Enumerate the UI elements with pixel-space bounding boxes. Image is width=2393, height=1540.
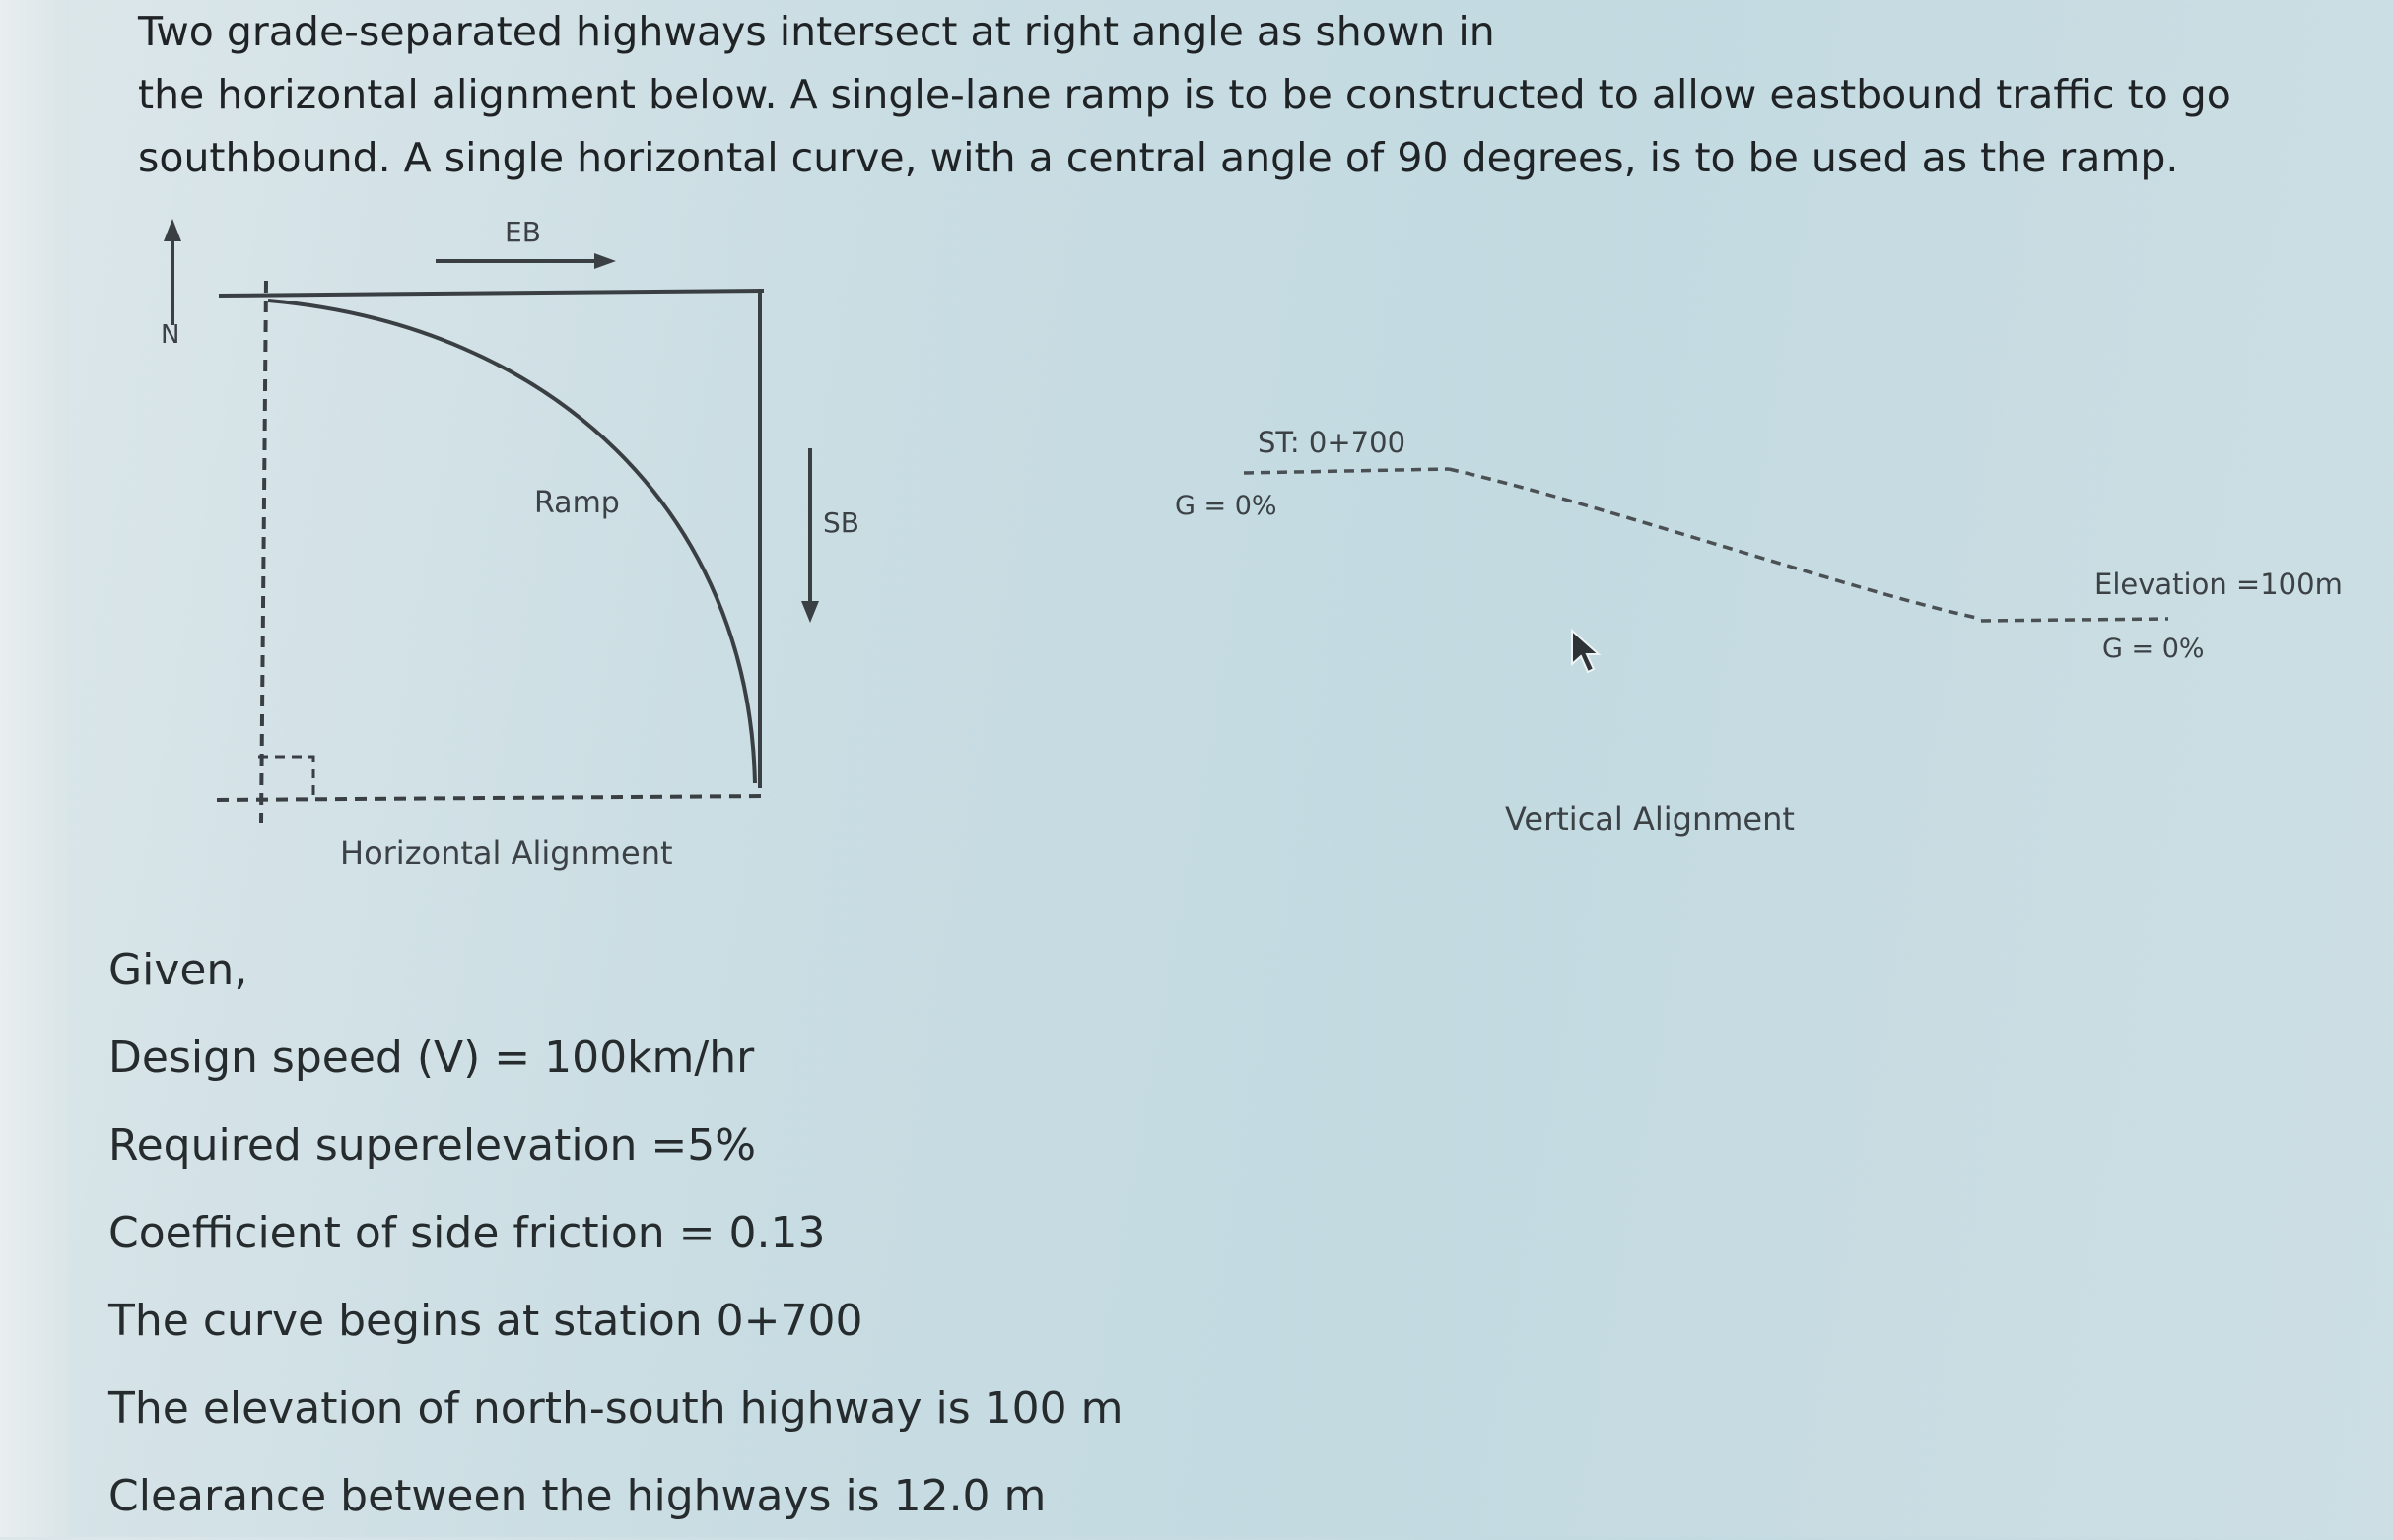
given-heading: Given, (108, 945, 248, 995)
given-clearance: Clearance between the highways is 12.0 m (108, 1471, 1047, 1521)
sb-label: SB (823, 506, 859, 539)
eb-highway-line (219, 291, 764, 296)
dashed-vertical-line (261, 281, 266, 823)
given-curve-start: The curve begins at station 0+700 (108, 1296, 863, 1346)
vertical-alignment-caption: Vertical Alignment (1505, 800, 1795, 837)
given-superelevation: Required superelevation =5% (108, 1120, 757, 1171)
vertical-alignment-diagram (1244, 469, 2168, 621)
horizontal-alignment-caption: Horizontal Alignment (340, 835, 673, 872)
given-design-speed: Design speed (V) = 100km/hr (108, 1033, 755, 1083)
upper-grade-line (1244, 469, 1449, 473)
corner-marker (258, 757, 313, 800)
north-arrow-head (164, 219, 181, 241)
grade-right-label: G = 0% (2102, 634, 2205, 664)
ramp-curve (268, 301, 755, 783)
mouse-cursor-icon (1570, 629, 1609, 678)
eb-arrow-head (594, 253, 616, 269)
intro-line-3: southbound. A single horizontal curve, with a central angle of 90 degrees, is to be used as the ramp. (138, 134, 2179, 181)
north-label: N (161, 320, 180, 350)
given-ns-elevation: The elevation of north-south highway is 100 m (108, 1383, 1124, 1434)
lower-grade-line (1981, 619, 2168, 621)
elevation-label: Elevation =100m (2094, 568, 2343, 601)
given-section (108, 926, 1390, 1540)
ramp-label: Ramp (534, 486, 620, 520)
dashed-horizontal-line (217, 796, 769, 800)
intro-line-1: Two grade-separated highways intersect at right angle as shown in (138, 8, 1495, 55)
station-label: ST: 0+700 (1258, 426, 1406, 459)
intro-line-2: the horizontal alignment below. A single-lane ramp is to be constructed to allow eastbound traffic to go (138, 71, 2231, 118)
horizontal-alignment-diagram (164, 219, 819, 823)
given-side-friction: Coefficient of side friction = 0.13 (108, 1208, 826, 1258)
sb-arrow-head (801, 601, 819, 623)
eb-label: EB (505, 216, 541, 248)
grade-left-label: G = 0% (1175, 491, 1277, 521)
sag-curve (1449, 469, 1981, 619)
